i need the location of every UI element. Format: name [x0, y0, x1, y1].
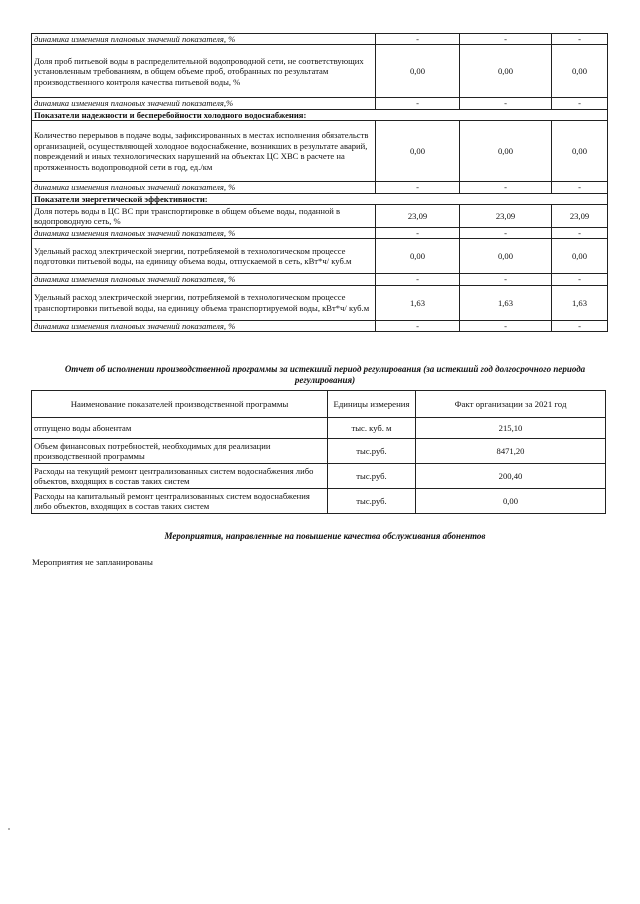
- dash-cell: -: [460, 182, 552, 193]
- section-title: Показатели надежности и бесперебойности холодного водоснабжения:: [32, 109, 608, 120]
- report-table: [31, 390, 606, 514]
- dash-cell: -: [376, 34, 460, 45]
- dash-cell: -: [376, 274, 460, 285]
- dash-cell: -: [376, 228, 460, 239]
- report-name: отпущено воды абонентам: [32, 418, 328, 439]
- indicator-row-samples: [32, 45, 608, 98]
- measures-text: Мероприятия не запланированы: [32, 557, 153, 567]
- report-unit: тыс.руб.: [328, 489, 416, 514]
- dash-cell: -: [460, 34, 552, 45]
- value-cell: 1,63: [552, 285, 608, 320]
- dynamics-label: динамика изменения плановых значений показателя, %: [32, 320, 376, 331]
- report-caption: Отчет об исполнении производственной программы за истекший период регулирования (за истекший год долгосрочного периода регулирования): [64, 364, 586, 385]
- header-unit: Единицы измерения: [328, 391, 416, 418]
- dash-cell: -: [552, 320, 608, 331]
- scan-speck: [8, 828, 10, 830]
- value-cell: 0,00: [460, 45, 552, 98]
- value-cell: 23,09: [552, 205, 608, 228]
- table-row: [32, 464, 606, 489]
- report-fact: 215,10: [416, 418, 606, 439]
- indicator-row-breaks: [32, 121, 608, 182]
- header-name: Наименование показателей производственной программы: [32, 391, 328, 418]
- value-cell: 0,00: [460, 121, 552, 182]
- report-fact: 0,00: [416, 489, 606, 514]
- report-unit: тыс. куб. м: [328, 418, 416, 439]
- value-cell: 23,09: [460, 205, 552, 228]
- section-row-energy: [32, 193, 608, 204]
- dynamics-label: динамика изменения плановых значений показателя, %: [32, 228, 376, 239]
- dynamics-label: динамика изменения плановых значений показателя, %: [32, 274, 376, 285]
- dash-cell: -: [460, 228, 552, 239]
- table-row: [32, 489, 606, 514]
- dash-cell: -: [460, 274, 552, 285]
- value-cell: 0,00: [552, 45, 608, 98]
- dynamics-label: динамика изменения плановых значений показателя,%: [32, 98, 376, 109]
- dynamics-row: [32, 228, 608, 239]
- header-fact: Факт организации за 2021 год: [416, 391, 606, 418]
- dynamics-label: динамика изменения плановых значений показателя, %: [32, 182, 376, 193]
- value-cell: 0,00: [552, 239, 608, 274]
- dash-cell: -: [376, 320, 460, 331]
- dynamics-row: [32, 320, 608, 331]
- report-name: Объем финансовых потребностей, необходимых для реализации производственной программы: [32, 439, 328, 464]
- indicator-label: Доля потерь воды в ЦС ВС при транспортировке в общем объеме воды, поданной в водопроводную сеть, %: [32, 205, 376, 228]
- indicators-table: [31, 33, 608, 332]
- dynamics-row: [32, 274, 608, 285]
- dash-cell: -: [552, 274, 608, 285]
- dash-cell: -: [552, 228, 608, 239]
- indicator-label: Количество перерывов в подаче воды, зафиксированных в местах исполнения обязательств организацией, осуществляющей холодное водоснабжение, возникших в результате аварий, повреждений и иных технологических нарушений на объектах ЦС ХВС в расчете на протяженность водопроводной сети в год, ед./км: [32, 121, 376, 182]
- value-cell: 0,00: [552, 121, 608, 182]
- dynamics-row: [32, 182, 608, 193]
- report-name: Расходы на капитальный ремонт централизованных систем водоснабжения либо объектов, входящих в состав таких систем: [32, 489, 328, 514]
- report-unit: тыс.руб.: [328, 464, 416, 489]
- dash-cell: -: [376, 182, 460, 193]
- value-cell: 1,63: [376, 285, 460, 320]
- section-title: Показатели энергетической эффективности:: [32, 193, 608, 204]
- indicator-row-prep-energy: [32, 239, 608, 274]
- report-fact: 200,40: [416, 464, 606, 489]
- dynamics-row: [32, 98, 608, 109]
- dash-cell: -: [460, 320, 552, 331]
- value-cell: 0,00: [376, 45, 460, 98]
- dynamics-row: [32, 34, 608, 45]
- dash-cell: -: [552, 182, 608, 193]
- table-row: [32, 418, 606, 439]
- section-row-reliability: [32, 109, 608, 120]
- report-fact: 8471,20: [416, 439, 606, 464]
- dash-cell: -: [376, 98, 460, 109]
- value-cell: 0,00: [376, 121, 460, 182]
- indicator-row-transport-energy: [32, 285, 608, 320]
- value-cell: 23,09: [376, 205, 460, 228]
- table-row: [32, 439, 606, 464]
- measures-caption: Мероприятия, направленные на повышение качества обслуживания абонентов: [164, 531, 486, 541]
- report-name: Расходы на текущий ремонт централизованных систем водоснабжения либо объектов, входящих в состав таких систем: [32, 464, 328, 489]
- value-cell: 0,00: [460, 239, 552, 274]
- indicator-row-losses: [32, 205, 608, 228]
- indicator-label: Доля проб питьевой воды в распределительной водопроводной сети, не соответствующих установленным требованиям, в общем объеме проб, отобранных по результатам производственного контроля качества питьевой воды, %: [32, 45, 376, 98]
- report-unit: тыс.руб.: [328, 439, 416, 464]
- indicator-label: Удельный расход электрической энергии, потребляемой в технологическом процессе подготовки питьевой воды, на единицу объема воды, отпускаемой в сеть, кВт*ч/ куб.м: [32, 239, 376, 274]
- dash-cell: -: [552, 98, 608, 109]
- value-cell: 1,63: [460, 285, 552, 320]
- report-header-row: [32, 391, 606, 418]
- indicator-label: Удельный расход электрической энергии, потребляемой в технологическом процессе транспортировки питьевой воды, на единицу объема транспортируемой воды, кВт*ч/ куб.м: [32, 285, 376, 320]
- dynamics-label: динамика изменения плановых значений показателя, %: [32, 34, 376, 45]
- value-cell: 0,00: [376, 239, 460, 274]
- dash-cell: -: [460, 98, 552, 109]
- dash-cell: -: [552, 34, 608, 45]
